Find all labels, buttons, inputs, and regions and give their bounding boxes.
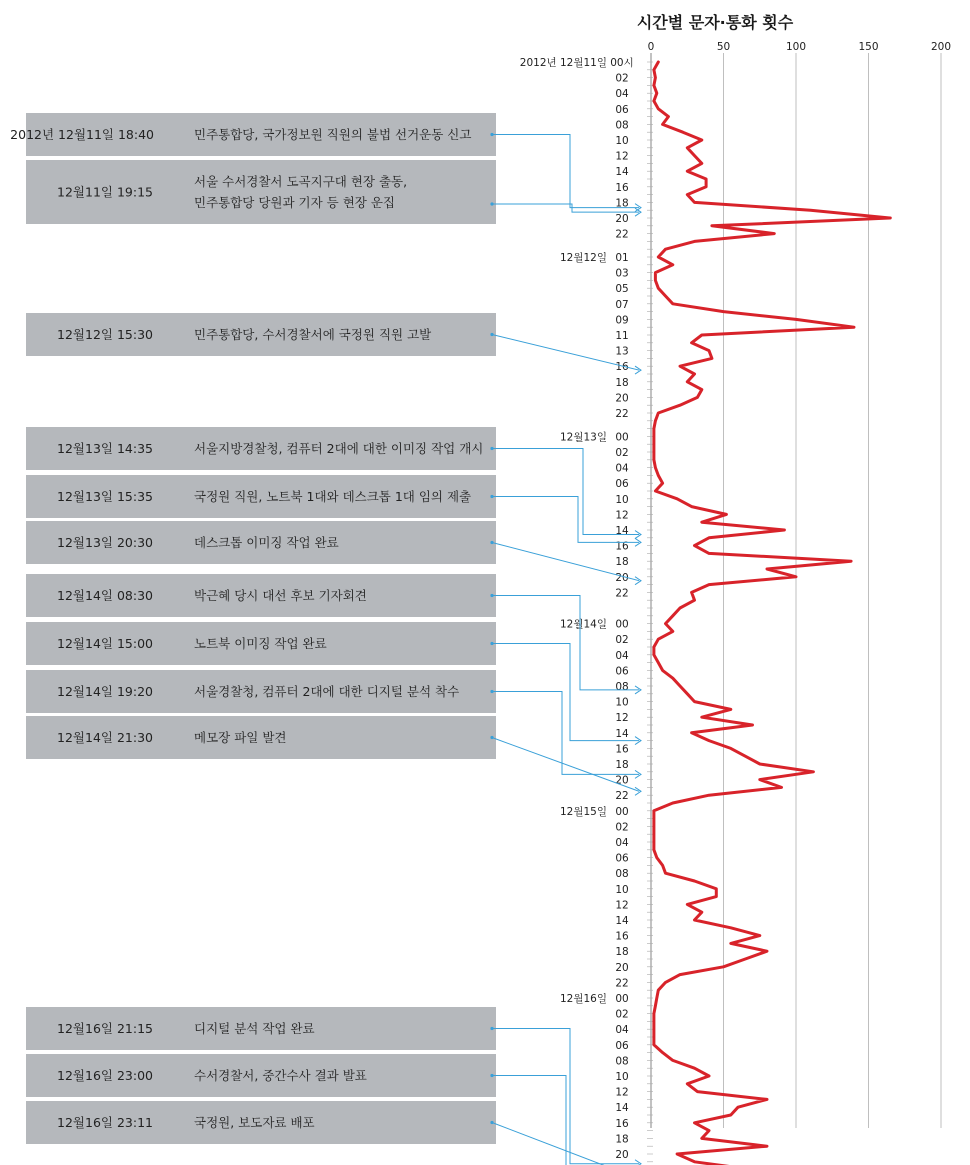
data-point: [657, 475, 659, 477]
data-point: [715, 896, 717, 898]
data-point: [686, 1083, 688, 1085]
connector-dot: [490, 447, 493, 450]
data-point: [672, 631, 674, 633]
data-point: [686, 194, 688, 196]
event-date: 2012년 12월11일 18:40: [10, 127, 154, 142]
time-tick-label: 00: [615, 805, 629, 818]
data-point: [656, 92, 658, 94]
time-tick-label: 05: [615, 283, 629, 296]
data-point: [691, 592, 693, 594]
time-tick-label: 02: [615, 821, 629, 834]
connector-dot: [490, 1074, 493, 1077]
data-point: [657, 638, 659, 640]
time-tick-label: 09: [615, 314, 629, 327]
data-point: [701, 389, 703, 391]
data-point: [653, 654, 655, 656]
connector-dot: [490, 202, 493, 205]
data-point: [679, 607, 681, 609]
day-label: 12월15일: [559, 805, 607, 818]
time-tick-label: 10: [615, 493, 629, 506]
data-point: [694, 545, 696, 547]
data-point: [653, 810, 655, 812]
time-tick-label: 07: [615, 298, 629, 311]
data-point: [697, 397, 699, 399]
time-tick-label: 12: [615, 899, 629, 912]
event-date: 12월13일 14:35: [57, 441, 153, 456]
data-point: [657, 989, 659, 991]
event-date: 12월12일 15:30: [57, 327, 153, 342]
time-tick-label: 20: [615, 571, 629, 584]
data-point: [653, 826, 655, 828]
data-point: [701, 139, 703, 141]
day-label: 12월14일: [559, 618, 607, 631]
time-tick-label: 13: [615, 345, 629, 358]
x-tick-label: 200: [930, 41, 952, 53]
connector-dot: [490, 333, 493, 336]
data-point: [653, 646, 655, 648]
data-point: [730, 709, 732, 711]
time-tick-label: 22: [615, 977, 629, 990]
data-point: [726, 514, 728, 516]
event-description: 국정원 직원, 노트북 1대와 데스크톱 1대 임의 제출: [194, 489, 472, 504]
data-point: [653, 1028, 655, 1030]
x-tick-label: 150: [858, 41, 879, 53]
data-point: [686, 170, 688, 172]
event-description: 노트북 이미징 작업 완료: [194, 636, 327, 651]
data-point: [655, 1005, 657, 1007]
time-tick-label: 22: [615, 790, 629, 803]
time-tick-label: 14: [615, 525, 629, 537]
data-point: [657, 256, 659, 258]
data-point: [694, 155, 696, 157]
time-tick-label: 02: [615, 72, 629, 85]
data-point: [653, 451, 655, 453]
time-tick-label: 22: [615, 228, 629, 241]
data-point: [665, 872, 667, 874]
data-point: [694, 701, 696, 703]
time-axis-ticks: [610, 57, 634, 1165]
data-point: [662, 1052, 664, 1054]
connector-dot: [490, 495, 493, 498]
data-point: [655, 272, 657, 274]
data-point: [810, 209, 812, 211]
data-point: [653, 1036, 655, 1038]
data-point: [653, 1013, 655, 1015]
data-point: [662, 482, 664, 484]
data-point: [708, 584, 710, 586]
data-point: [656, 857, 658, 859]
data-point: [672, 677, 674, 679]
data-point: [657, 287, 659, 289]
data-point: [653, 818, 655, 820]
time-tick-label: 02: [615, 447, 629, 459]
time-tick-label: 18: [615, 946, 629, 959]
event-item: [26, 716, 641, 795]
data-point: [655, 420, 657, 422]
day-label: 12월12일: [559, 252, 607, 264]
series-layer: [653, 61, 891, 1165]
time-tick-label: 08: [615, 119, 629, 132]
x-axis-ticks: [648, 41, 951, 53]
event-date: 12월13일 15:35: [57, 489, 153, 504]
event-date: 12월16일 23:11: [57, 1115, 153, 1130]
time-tick-label: 10: [615, 135, 629, 147]
event-description: 민주통합당, 수서경찰서에 국정원 직원 고발: [194, 327, 432, 342]
data-point: [653, 1021, 655, 1023]
data-point: [672, 1060, 674, 1062]
data-point: [672, 615, 674, 617]
time-tick-label: 08: [615, 1055, 629, 1068]
time-tick-label: 16: [615, 540, 629, 553]
event-date: 12월16일 23:00: [57, 1068, 153, 1083]
time-tick-label: 06: [615, 1039, 629, 1052]
data-point: [653, 841, 655, 843]
data-point: [708, 740, 710, 742]
connector-dot: [490, 541, 493, 544]
time-tick-label: 04: [615, 462, 629, 475]
data-point: [701, 334, 703, 336]
data-point: [686, 693, 688, 695]
data-point: [708, 1130, 710, 1132]
time-tick-label: 16: [615, 1117, 629, 1130]
data-point: [730, 943, 732, 945]
event-date: 12월14일 19:20: [57, 684, 153, 699]
data-point: [686, 904, 688, 906]
data-point: [672, 264, 674, 266]
data-point: [766, 568, 768, 570]
time-tick-label: 14: [615, 166, 629, 179]
time-tick-label: 18: [615, 556, 629, 569]
time-tick-label: 12: [615, 1086, 629, 1099]
data-point: [655, 280, 657, 282]
time-tick-label: 16: [615, 181, 629, 194]
x-tick-label: 100: [785, 41, 807, 53]
event-date: 12월16일 21:15: [57, 1021, 153, 1036]
event-description: 국정원, 보도자료 배포: [194, 1115, 315, 1130]
data-point: [657, 61, 659, 63]
connector-dot: [490, 642, 493, 645]
time-tick-label: 01: [615, 252, 629, 264]
event-description: 데스크톱 이미징 작업 완료: [194, 535, 339, 550]
data-point: [655, 77, 657, 79]
time-tick-label: 14: [615, 915, 629, 927]
data-point: [653, 443, 655, 445]
connector-dot: [490, 1121, 493, 1124]
data-point: [665, 623, 667, 625]
connector-dot: [490, 736, 493, 739]
data-point: [730, 927, 732, 929]
data-point: [744, 958, 746, 960]
data-point: [701, 911, 703, 913]
event-date: 12월14일 08:30: [57, 588, 153, 603]
event-description: 박근혜 당시 대선 후보 기자회견: [194, 588, 367, 603]
data-point: [784, 529, 786, 531]
time-tick-label: 06: [615, 478, 629, 491]
data-point: [694, 1122, 696, 1124]
data-point: [766, 950, 768, 952]
data-point: [766, 1145, 768, 1147]
data-point: [679, 365, 681, 367]
data-point: [705, 178, 707, 180]
data-point: [730, 1114, 732, 1116]
time-tick-label: 00: [615, 618, 629, 631]
data-point: [708, 350, 710, 352]
data-point: [694, 373, 696, 375]
time-tick-label: 10: [615, 696, 629, 709]
data-point: [889, 217, 891, 219]
time-tick-label: 00: [615, 431, 629, 444]
data-point: [662, 670, 664, 672]
data-point: [759, 935, 761, 937]
data-point: [711, 225, 713, 227]
event-description: 디지털 분석 작업 완료: [194, 1021, 315, 1036]
data-point: [744, 755, 746, 757]
time-tick-label: 20: [615, 774, 629, 787]
time-tick-label: 10: [615, 1071, 629, 1083]
day-labels: [520, 56, 607, 1005]
time-tick-label: 08: [615, 868, 629, 881]
data-point: [813, 771, 815, 773]
time-tick-label: 04: [615, 88, 629, 101]
data-point: [694, 202, 696, 204]
time-tick-label: 22: [615, 587, 629, 600]
time-tick-label: 12: [615, 150, 629, 163]
data-point: [795, 576, 797, 578]
event-description: 민주통합당, 국가정보원 직원의 불법 선거운동 신고: [194, 127, 472, 142]
data-point: [657, 662, 659, 664]
data-point: [672, 802, 674, 804]
connector-dot: [490, 594, 493, 597]
time-tick-label: 18: [615, 759, 629, 771]
time-tick-label: 14: [615, 1102, 629, 1115]
day-label: 12월16일: [559, 993, 607, 1005]
time-tick-label: 20: [615, 213, 629, 225]
time-tick-label: 16: [615, 743, 629, 756]
data-point: [701, 1138, 703, 1140]
data-point: [691, 506, 693, 508]
event-date: 12월11일 19:15: [57, 184, 153, 200]
time-tick-label: 12: [615, 509, 629, 522]
time-tick-label: 20: [615, 392, 629, 405]
data-point: [694, 241, 696, 243]
connector-dot: [490, 1027, 493, 1030]
event-item: [26, 313, 641, 374]
data-point: [686, 381, 688, 383]
data-point: [708, 537, 710, 539]
chart-title: 시간별 문자·통화 횟수: [636, 13, 794, 32]
event-date: 12월14일 15:00: [57, 636, 153, 651]
data-point: [653, 100, 655, 102]
data-point: [653, 1044, 655, 1046]
time-tick-label: 04: [615, 837, 629, 849]
data-point: [752, 724, 754, 726]
data-point: [759, 763, 761, 765]
event-description: 서울지방경찰청, 컴퓨터 2대에 대한 이미징 작업 개시: [194, 441, 484, 456]
time-tick-label: 16: [615, 361, 629, 374]
event-date: 12월14일 21:30: [57, 730, 153, 745]
data-point: [686, 147, 688, 149]
data-point: [656, 997, 658, 999]
time-tick-label: 00시: [610, 57, 634, 69]
data-point: [705, 186, 707, 188]
x-tick-label: 50: [716, 41, 731, 53]
connector-dot: [490, 690, 493, 693]
time-tick-label: 10: [615, 883, 629, 896]
data-point: [708, 1075, 710, 1077]
data-point: [653, 85, 655, 87]
data-point: [676, 498, 678, 500]
time-tick-label: 00: [615, 993, 629, 1005]
series-line: [654, 62, 890, 1165]
time-tick-label: 03: [615, 267, 629, 280]
data-point: [694, 1067, 696, 1069]
connector-dot: [490, 133, 493, 136]
time-tick-label: 20: [615, 1149, 629, 1161]
time-tick-label: 02: [615, 1008, 629, 1021]
data-point: [653, 428, 655, 430]
time-tick-label: 12: [615, 712, 629, 725]
data-point: [653, 459, 655, 461]
data-point: [672, 303, 674, 305]
event-description: 수서경찰서, 중간수사 결과 발표: [194, 1068, 367, 1083]
data-point: [655, 467, 657, 469]
data-point: [766, 1099, 768, 1101]
time-tick-label: 18: [615, 1133, 629, 1146]
time-tick-label: 14: [615, 727, 629, 740]
data-point: [715, 888, 717, 890]
data-point: [708, 794, 710, 796]
data-point: [708, 553, 710, 555]
data-point: [691, 342, 693, 344]
data-point: [662, 124, 664, 126]
data-point: [694, 880, 696, 882]
data-point: [679, 685, 681, 687]
time-tick-label: 08: [615, 681, 629, 693]
data-point: [781, 787, 783, 789]
data-point: [723, 966, 725, 968]
time-tick-label: 11: [615, 330, 629, 342]
time-tick-label: 06: [615, 103, 629, 116]
data-point: [679, 974, 681, 976]
data-point: [697, 1091, 699, 1093]
data-point: [665, 295, 667, 297]
data-point: [694, 1161, 696, 1163]
data-point: [662, 865, 664, 867]
data-point: [850, 560, 852, 562]
time-tick-label: 16: [615, 930, 629, 943]
data-point: [653, 833, 655, 835]
data-point: [701, 521, 703, 523]
data-point: [730, 748, 732, 750]
data-point: [773, 233, 775, 235]
time-tick-label: 20: [615, 961, 629, 974]
event-item: [26, 160, 641, 224]
time-tick-label: 04: [615, 1024, 629, 1037]
data-point: [665, 248, 667, 250]
data-point: [668, 116, 670, 118]
time-tick-label: 18: [615, 197, 629, 210]
x-tick-label: 0: [647, 41, 655, 53]
day-label: 2012년 12월11일: [519, 57, 607, 69]
data-point: [655, 490, 657, 492]
data-point: [682, 131, 684, 133]
data-point: [795, 319, 797, 321]
event-description: 민주통합당 당원과 기자 등 현장 운집: [194, 195, 395, 210]
data-point: [694, 919, 696, 921]
event-description: 서울경찰청, 컴퓨터 2대에 대한 디지털 분석 착수: [194, 684, 460, 699]
data-point: [665, 982, 667, 984]
data-point: [759, 779, 761, 781]
data-point: [711, 358, 713, 360]
data-point: [676, 1153, 678, 1155]
event-connector: [492, 449, 639, 535]
data-point: [691, 732, 693, 734]
data-point: [723, 311, 725, 313]
event-description: 메모장 파일 발견: [194, 730, 287, 745]
event-item: [26, 1101, 641, 1165]
event-list: [10, 113, 641, 1165]
time-tick-label: 02: [615, 634, 629, 647]
data-point: [853, 326, 855, 328]
day-label: 12월13일: [559, 431, 607, 444]
event-description: 서울 수서경찰서 도곡지구대 현장 출동,: [194, 174, 408, 189]
data-point: [701, 716, 703, 718]
data-point: [694, 599, 696, 601]
data-point: [653, 436, 655, 438]
time-tick-label: 04: [615, 649, 629, 662]
time-tick-label: 22: [615, 408, 629, 420]
data-point: [653, 69, 655, 71]
event-date: 12월13일 20:30: [57, 535, 153, 550]
data-point: [657, 108, 659, 110]
data-point: [653, 849, 655, 851]
time-tick-label: 06: [615, 852, 629, 865]
time-tick-label: 06: [615, 665, 629, 678]
time-tick-label: 18: [615, 376, 629, 389]
grid-layer: [647, 53, 941, 1165]
data-point: [679, 404, 681, 406]
data-point: [657, 412, 659, 414]
data-point: [701, 163, 703, 165]
data-point: [737, 1106, 739, 1108]
